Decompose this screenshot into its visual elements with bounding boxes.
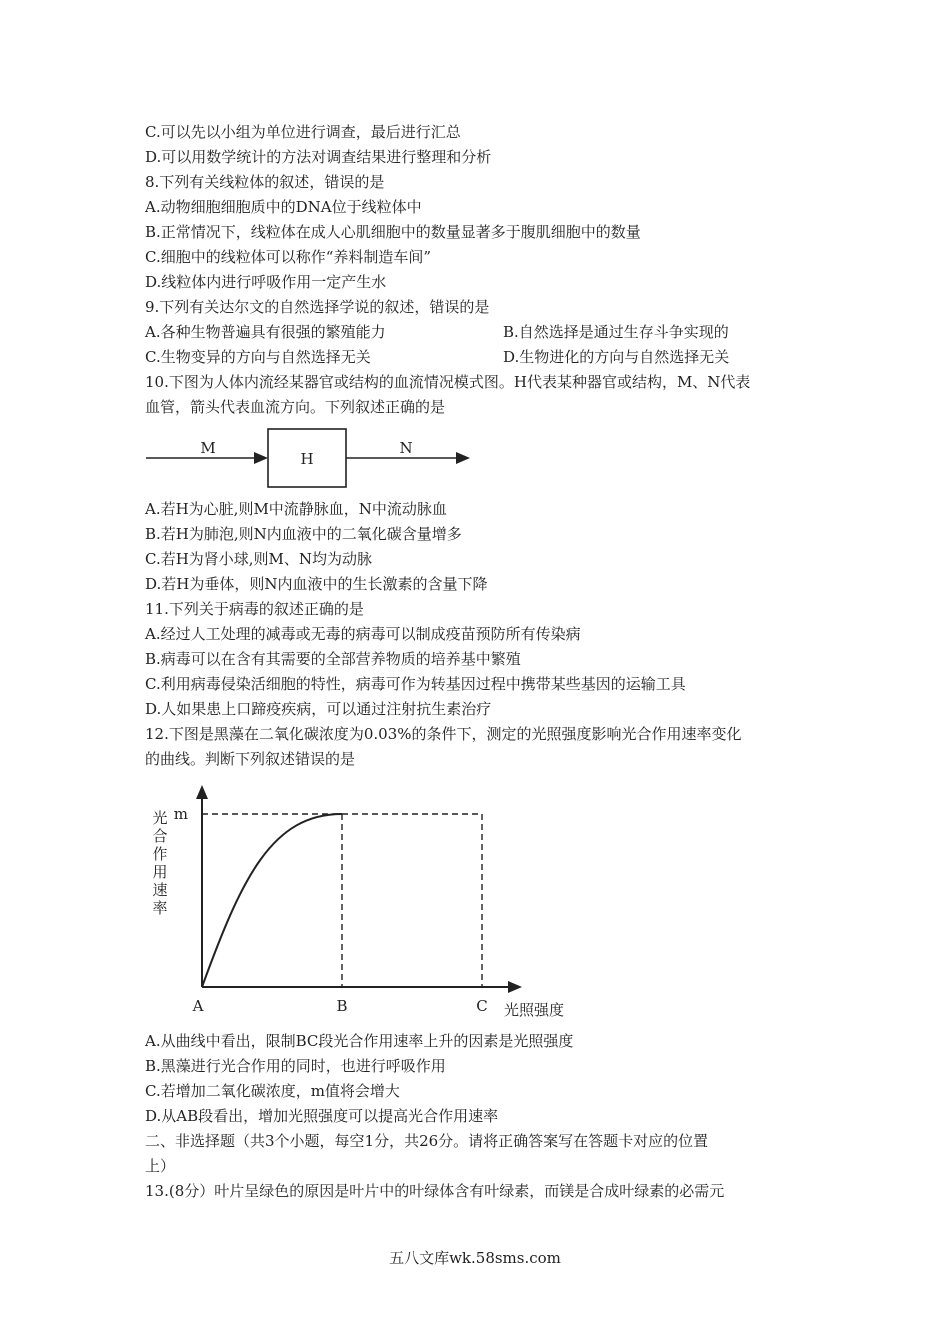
q10-option-b: B.若H为肺泡,则N内血液中的二氧化碳含量增多 [145, 525, 462, 543]
q10-stem-line1: 10.下图为人体内流经某器官或结构的血流情况模式图。H代表某种器官或结构，M、N代表 [145, 373, 751, 391]
y-axis-label-char: 光 [152, 809, 168, 827]
label-m: M [200, 439, 216, 457]
q11-option-d: D.人如果患上口蹄疫疾病，可以通过注射抗生素治疗 [145, 700, 492, 718]
blood-flow-diagram [140, 425, 480, 495]
q8-option-b: B.正常情况下，线粒体在成人心肌细胞中的数量显著多于腹肌细胞中的数量 [145, 223, 641, 241]
q9-stem: 9.下列有关达尔文的自然选择学说的叙述，错误的是 [145, 298, 490, 316]
y-axis-label-char: 速 [152, 881, 168, 899]
photosynthesis-chart [140, 775, 600, 1030]
y-axis-label [152, 809, 167, 917]
y-axis-label-char: 用 [152, 863, 168, 881]
x-tick-c: C [476, 997, 488, 1015]
q9-options-row2 [145, 347, 825, 367]
q12-option-a: A.从曲线中看出，限制BC段光合作用速率上升的因素是光照强度 [145, 1032, 574, 1050]
y-axis-arrowhead [196, 785, 208, 799]
q12-option-b: B.黑藻进行光合作用的同时，也进行呼吸作用 [145, 1057, 446, 1075]
y-axis-label-char: 合 [152, 827, 168, 845]
q11-option-b: B.病毒可以在含有其需要的全部营养物质的培养基中繁殖 [145, 650, 521, 668]
q12-option-c: C.若增加二氧化碳浓度，m值将会增大 [145, 1082, 400, 1100]
q9-option-d: D.生物进化的方向与自然选择无关 [503, 348, 730, 366]
q10-option-a: A.若H为心脏,则M中流静脉血，N中流动脉血 [145, 500, 447, 518]
q10-option-d: D.若H为垂体，则N内血液中的生长激素的含量下降 [145, 575, 488, 593]
q8-stem: 8.下列有关线粒体的叙述，错误的是 [145, 173, 385, 191]
q11-stem: 11.下列关于病毒的叙述正确的是 [145, 600, 364, 618]
q9-option-b: B.自然选择是通过生存斗争实现的 [503, 323, 729, 341]
label-h: H [300, 450, 314, 468]
q12-stem-line2: 的曲线。判断下列叙述错误的是 [145, 750, 356, 768]
x-axis-arrowhead [508, 981, 522, 993]
section-2-heading-line2: 上） [145, 1157, 176, 1175]
y-tick-m: m [173, 805, 188, 823]
q11-option-c: C.利用病毒侵染活细胞的特性，病毒可作为转基因过程中携带某些基因的运输工具 [145, 675, 686, 693]
q9-option-c: C.生物变异的方向与自然选择无关 [145, 348, 371, 366]
x-tick-b: B [336, 997, 348, 1015]
q12-stem-line1: 12.下图是黑藻在二氧化碳浓度为0.03%的条件下，测定的光照强度影响光合作用速率变化 [145, 725, 742, 743]
label-n: N [399, 439, 413, 457]
x-tick-a: A [192, 997, 204, 1015]
q13-stem-line1: 13.(8分）叶片呈绿色的原因是叶片中的叶绿体含有叶绿素，而镁是合成叶绿素的必需元 [145, 1182, 725, 1200]
q8-option-d: D.线粒体内进行呼吸作用一定产生水 [145, 273, 387, 291]
vessel-m-arrowhead [254, 452, 268, 464]
q10-stem-line2: 血管，箭头代表血流方向。下列叙述正确的是 [145, 398, 446, 416]
q11-option-a: A.经过人工处理的减毒或无毒的病毒可以制成疫苗预防所有传染病 [145, 625, 581, 643]
footer-watermark: 五八文库wk.58sms.com [389, 1249, 561, 1267]
q7-option-c: C.可以先以小组为单位进行调查，最后进行汇总 [145, 123, 461, 141]
q7-option-d: D.可以用数学统计的方法对调查结果进行整理和分析 [145, 148, 492, 166]
y-axis-label-char: 率 [152, 899, 168, 917]
q9-options-row1 [145, 322, 825, 342]
section-2-heading-line1: 二、非选择题（共3个小题，每空1分，共26分。请将正确答案写在答题卡对应的位置 [145, 1132, 709, 1150]
y-axis-label-char: 作 [152, 845, 168, 863]
q8-option-a: A.动物细胞细胞质中的DNA位于线粒体中 [145, 198, 422, 216]
q10-option-c: C.若H为肾小球,则M、N均为动脉 [145, 550, 373, 568]
vessel-n-arrowhead [456, 452, 470, 464]
q9-option-a: A.各种生物普遍具有很强的繁殖能力 [145, 323, 386, 341]
q12-option-d: D.从AB段看出，增加光照强度可以提高光合作用速率 [145, 1107, 499, 1125]
x-axis-label: 光照强度 [504, 1001, 565, 1019]
rate-curve [202, 814, 342, 987]
q8-option-c: C.细胞中的线粒体可以称作“养料制造车间” [145, 248, 432, 266]
